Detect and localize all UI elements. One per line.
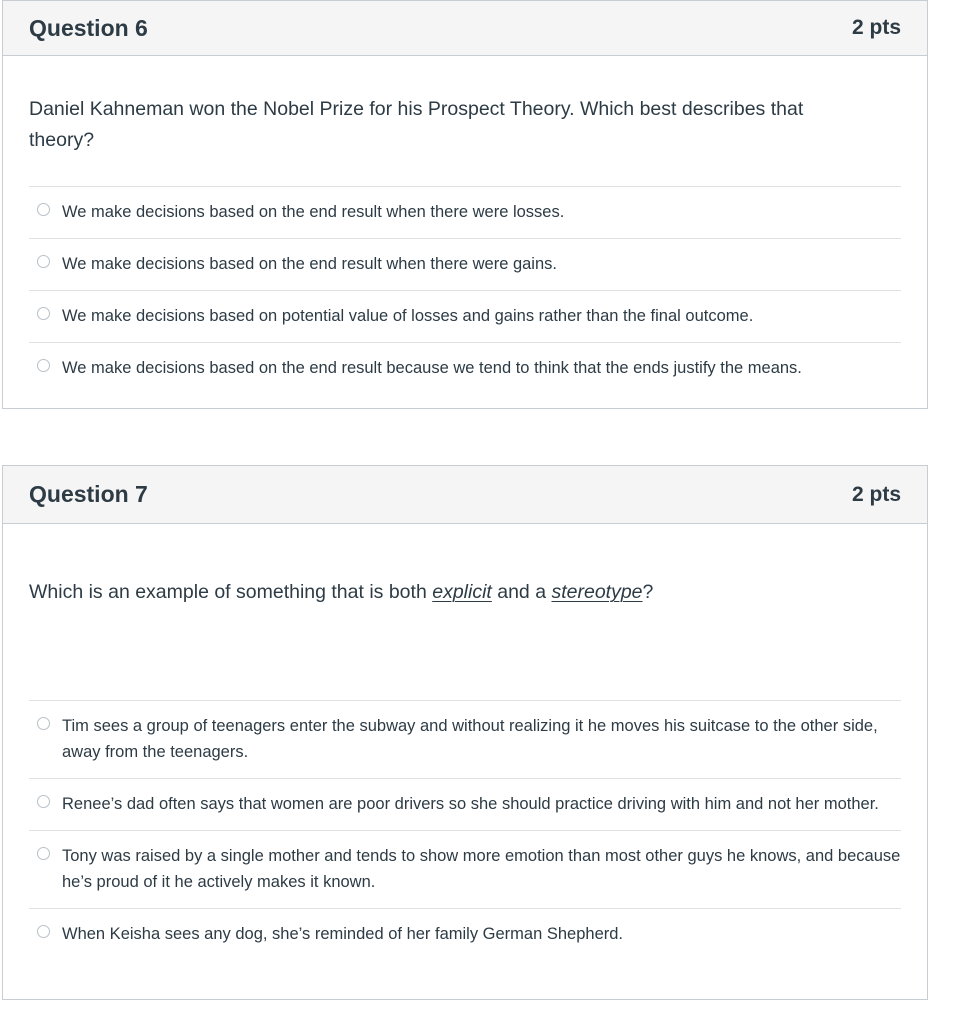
- answer-label: Renee’s dad often says that women are poor drivers so she should practice driving with him and not her mother.: [62, 795, 879, 813]
- radio-button[interactable]: [37, 925, 50, 938]
- question-7-text: [29, 524, 901, 700]
- answer-option[interactable]: [29, 342, 901, 394]
- answer-option[interactable]: [29, 830, 901, 908]
- answer-option[interactable]: [29, 700, 901, 778]
- question-6-text: Daniel Kahneman won the Nobel Prize for his Prospect Theory. Which best describes that theory?: [29, 98, 804, 151]
- question-6-header: [3, 1, 927, 56]
- radio-button[interactable]: [37, 307, 50, 320]
- radio-button[interactable]: [37, 795, 50, 808]
- answer-option[interactable]: [29, 238, 901, 290]
- question-7-answers: [29, 700, 901, 960]
- question-7-points: 2 pts: [851, 482, 901, 506]
- question-6-title: Question 6: [29, 14, 148, 41]
- question-7-text-middle: and a: [491, 581, 552, 603]
- radio-button[interactable]: [37, 717, 50, 730]
- answer-option[interactable]: [29, 778, 901, 830]
- question-7-text-after: ?: [642, 581, 654, 603]
- question-7-text-before: Which is an example of something that is both: [29, 581, 433, 603]
- answer-label: Tony was raised by a single mother and tends to show more emotion than most other guys he knows, and because he’s proud of it he actively makes it known.: [62, 847, 901, 891]
- answer-label: We make decisions based on the end result when there were losses.: [62, 203, 565, 221]
- question-7-body: [3, 524, 927, 960]
- answer-option[interactable]: [29, 290, 901, 342]
- radio-button[interactable]: [37, 359, 50, 372]
- answer-option[interactable]: [29, 186, 901, 238]
- term-explicit: explicit: [432, 581, 492, 603]
- answer-label: Tim sees a group of teenagers enter the subway and without realizing it he moves his suitcase to the other side, away from the teenagers.: [62, 717, 878, 761]
- question-6-answers: [29, 186, 901, 394]
- answer-label: When Keisha sees any dog, she’s reminded of her family German Shepherd.: [62, 925, 623, 943]
- question-7-header: [3, 466, 927, 524]
- radio-button[interactable]: [37, 255, 50, 268]
- question-6-card: [2, 0, 928, 409]
- answer-label: We make decisions based on potential value of losses and gains rather than the final outcome.: [62, 307, 754, 325]
- question-6-points: 2 pts: [851, 16, 901, 39]
- question-7-title: Question 7: [29, 481, 148, 507]
- answer-label: We make decisions based on the end result when there were gains.: [62, 255, 557, 273]
- radio-button[interactable]: [37, 847, 50, 860]
- radio-button[interactable]: [37, 203, 50, 216]
- question-6-body: [3, 56, 927, 394]
- question-7-card: [2, 465, 928, 1000]
- answer-label: We make decisions based on the end result because we tend to think that the ends justify the means.: [62, 359, 802, 377]
- answer-option[interactable]: [29, 908, 901, 960]
- term-stereotype: stereotype: [551, 581, 643, 603]
